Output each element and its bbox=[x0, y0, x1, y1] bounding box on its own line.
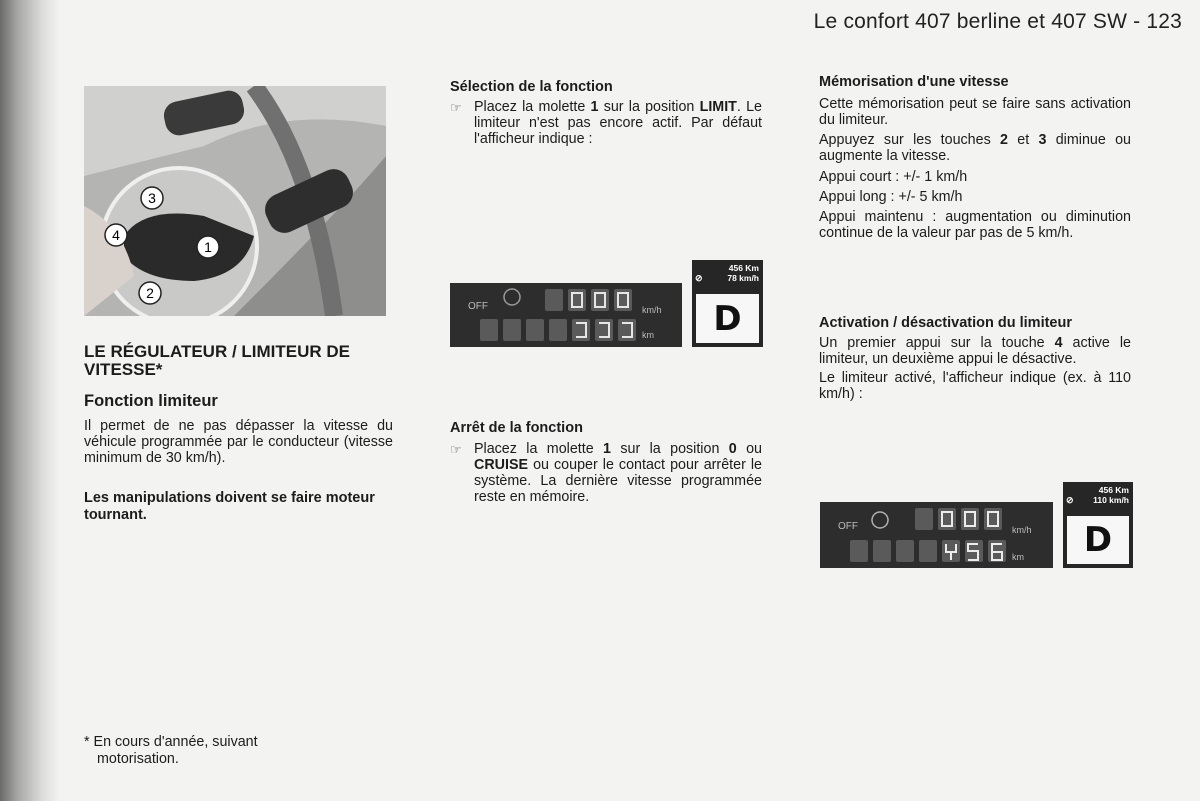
arret-position-zero: 0 bbox=[728, 441, 737, 457]
gear-indicator: D bbox=[713, 299, 742, 339]
selection-wheel-number: 1 bbox=[590, 99, 599, 115]
arret-text-4: ou couper le contact pour arrêter le système. La dernière vitesse programmée reste en mémoire. bbox=[474, 457, 762, 505]
lcd-unit-distance: km bbox=[1012, 552, 1024, 562]
warning-note: Les manipulations doivent se faire moteur tournant. bbox=[84, 490, 375, 523]
memorisation-p2 bbox=[819, 132, 1131, 164]
callout-2-label: 2 bbox=[146, 285, 154, 301]
callout-3-label: 3 bbox=[148, 190, 156, 206]
callout-2 bbox=[139, 282, 161, 304]
page-header: Le confort 407 berline et 407 SW - 123 bbox=[813, 10, 1182, 33]
middle-column-bottom bbox=[450, 420, 762, 505]
footnote-line-1: * En cours d'année, suivant bbox=[84, 734, 258, 750]
callout-1-label: 1 bbox=[204, 239, 212, 255]
gear-indicator: D bbox=[1083, 520, 1113, 560]
memorisation-maintenu: Appui maintenu : augmentation ou diminution continue de la valeur par pas de 5 km/h. bbox=[819, 209, 1131, 241]
memorisation-long: Appui long : +/- 5 km/h bbox=[819, 189, 963, 205]
dashboard-side-panel-default bbox=[692, 260, 763, 347]
mem-key-2: 2 bbox=[1000, 132, 1008, 148]
act-key-4: 4 bbox=[1054, 335, 1063, 351]
callout-4 bbox=[105, 224, 127, 246]
lcd-off-label: OFF bbox=[838, 521, 858, 532]
mem-key-3: 3 bbox=[1038, 132, 1047, 148]
arret-instruction bbox=[450, 441, 762, 505]
dashboard-display-default bbox=[450, 283, 682, 347]
selection-text-2: sur la position bbox=[598, 99, 700, 115]
act-p1-text-1: Un premier appui sur la touche bbox=[819, 335, 1055, 351]
lcd-unit-speed: km/h bbox=[1012, 525, 1032, 535]
footnote bbox=[84, 734, 258, 768]
memorisation-court: Appui court : +/- 1 km/h bbox=[819, 169, 968, 185]
selection-title: Sélection de la fonction bbox=[450, 79, 613, 95]
mem-p2-text-1: Appuyez sur les touches bbox=[819, 132, 1001, 148]
activation-p1 bbox=[819, 335, 1131, 367]
panel-distance: 456 Km bbox=[1098, 485, 1129, 495]
panel-speed: 110 km/h bbox=[1093, 495, 1129, 505]
memorisation-title: Mémorisation d'une vitesse bbox=[819, 74, 1009, 90]
act-p1-text-2: active le limiteur, un deuxième appui le désactive. bbox=[819, 335, 1132, 367]
dashboard-side-panel-active bbox=[1063, 482, 1133, 568]
selection-text-1: Placez la molette bbox=[474, 99, 591, 115]
footnote-line-2: motorisation. bbox=[97, 751, 179, 767]
activation-p2: Le limiteur activé, l'afficheur indique (ex. à 110 km/h) : bbox=[819, 370, 1131, 402]
section-title: LE RÉGULATEUR / LIMITEUR DE VITESSE* bbox=[84, 342, 351, 379]
intro-paragraph: Il permet de ne pas dépasser la vitesse du véhicule programmée par le conducteur (vitesse minimum de 30 km/h). bbox=[84, 418, 393, 466]
right-column-top bbox=[819, 74, 1131, 241]
pointing-hand-icon: ☞ bbox=[450, 100, 462, 115]
middle-column-top bbox=[450, 79, 762, 147]
mem-p2-text-2: et bbox=[1007, 132, 1039, 148]
panel-distance: 456 Km bbox=[728, 263, 759, 273]
arret-text-3: ou bbox=[736, 441, 762, 457]
arret-cruise-word: CRUISE bbox=[474, 457, 529, 473]
steering-control-photo bbox=[84, 86, 386, 316]
speed-limiter-icon: ⊘ bbox=[695, 273, 703, 283]
subsection-title: Fonction limiteur bbox=[84, 392, 218, 410]
mem-p2-text-3: diminue ou augmente la vitesse. bbox=[819, 132, 1131, 164]
arret-title: Arrêt de la fonction bbox=[450, 420, 583, 436]
selection-instruction bbox=[450, 99, 762, 147]
left-column bbox=[84, 343, 393, 524]
memorisation-p1: Cette mémorisation peut se faire sans activation du limiteur. bbox=[819, 96, 1131, 128]
dashboard-display-active bbox=[820, 502, 1053, 568]
pointing-hand-icon: ☞ bbox=[450, 442, 462, 457]
speed-limiter-icon: ⊘ bbox=[1066, 495, 1074, 505]
arret-text-1: Placez la molette bbox=[474, 441, 604, 457]
selection-text-3: . Le limiteur n'est pas encore actif. Par défaut l'afficheur indique : bbox=[474, 99, 763, 147]
lcd-unit-distance: km bbox=[642, 330, 654, 340]
arret-wheel-number: 1 bbox=[603, 441, 611, 457]
callout-4-label: 4 bbox=[112, 227, 120, 243]
right-column-bottom bbox=[819, 315, 1131, 402]
lcd-off-label: OFF bbox=[468, 301, 488, 312]
panel-speed: 78 km/h bbox=[727, 273, 759, 283]
lcd-unit-speed: km/h bbox=[642, 305, 662, 315]
arret-text-2: sur la position bbox=[611, 441, 729, 457]
book-spine-shadow bbox=[0, 0, 60, 801]
callout-1 bbox=[197, 236, 219, 258]
callout-3 bbox=[141, 187, 163, 209]
activation-title: Activation / désactivation du limiteur bbox=[819, 315, 1072, 331]
selection-limit-word: LIMIT bbox=[699, 99, 737, 115]
